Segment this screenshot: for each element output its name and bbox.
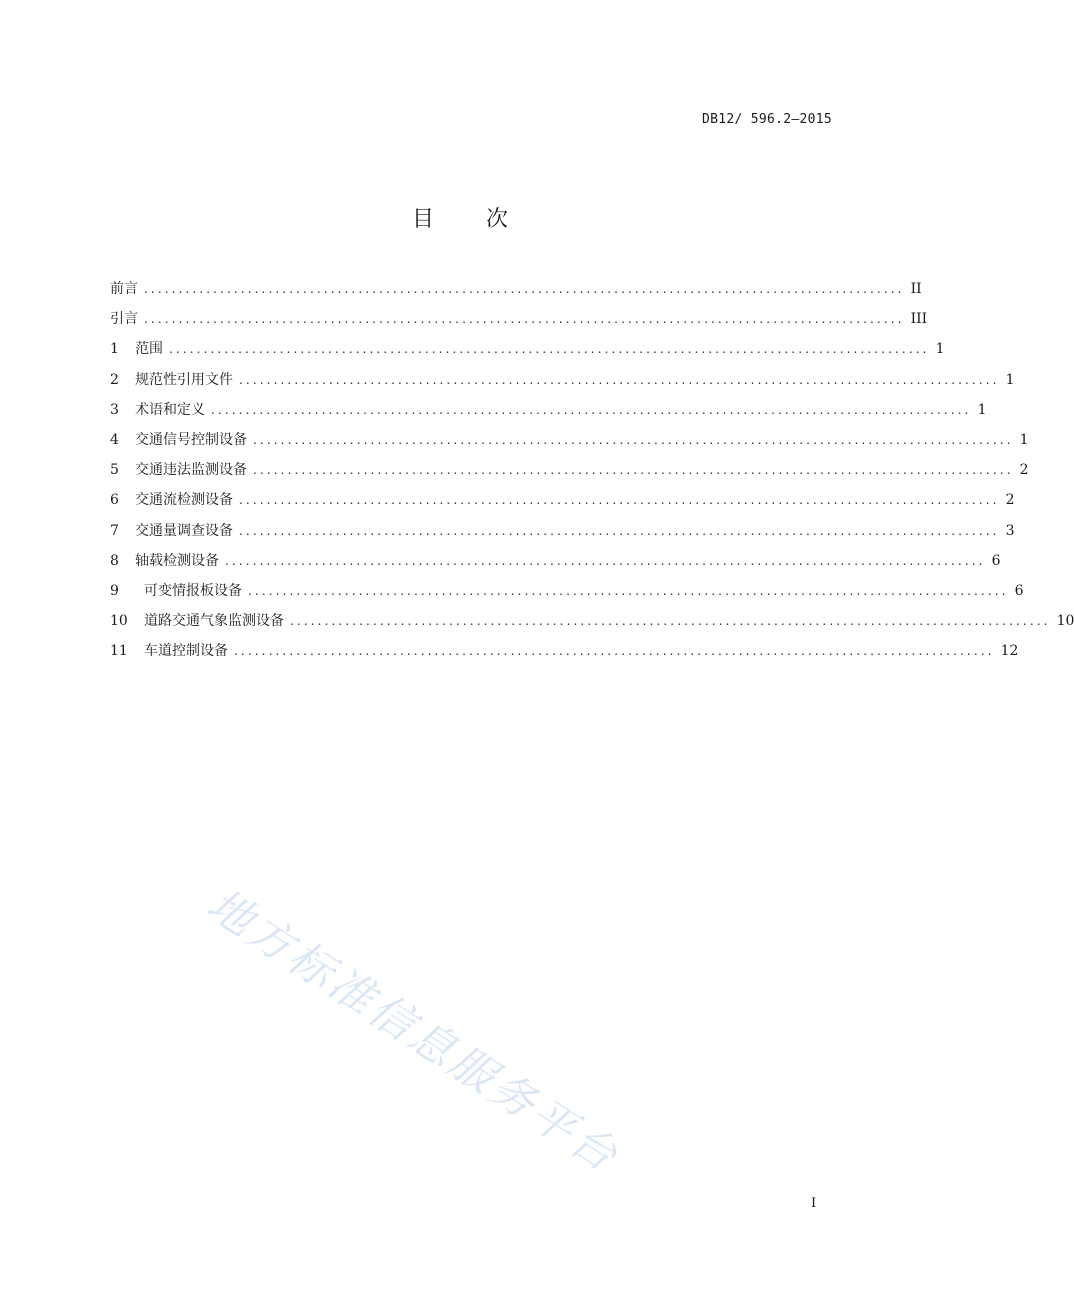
page-title [0,202,920,233]
toc-entry[interactable] [110,308,928,338]
toc-entry[interactable] [110,459,1029,489]
toc-leader-dots: .............................................................................................................. [248,583,1009,598]
page-number: I [811,1196,817,1211]
toc-entry-number: 9 [110,582,119,599]
toc-entry-number: 4 [110,431,119,448]
toc-entry-page: 3 [1005,522,1015,539]
toc-entry-title: 交通信号控制设备 [135,431,247,448]
toc-entry-page: III [910,311,928,328]
toc-entry[interactable] [110,550,1001,580]
watermark-text: 地方标准信息服务平台 [198,879,629,1184]
toc-entry[interactable] [110,429,1029,459]
toc-entry[interactable] [110,278,922,308]
toc-entry-number: 8 [110,552,119,569]
toc-entry-page: 6 [991,552,1001,569]
toc-entry-page: 1 [935,341,945,358]
toc-leader-dots: .............................................................................................................. [169,342,930,357]
page-title-right: 次 [486,207,509,232]
toc-entry-title: 范围 [135,341,163,358]
toc-entry[interactable] [110,489,1015,519]
toc-entry-page: II [910,281,922,297]
toc-entry-title: 引言 [110,311,138,328]
toc-entry-page: 2 [1005,492,1015,509]
toc-entry[interactable] [110,399,987,429]
toc-entry-title: 术语和定义 [135,401,205,418]
toc-leader-dots: .............................................................................................................. [144,282,905,296]
toc-entry-page: 2 [1019,462,1029,479]
toc-entry-title: 交通流检测设备 [135,492,233,509]
toc-leader-dots: .............................................................................................................. [253,432,1014,447]
toc-entry-number: 7 [110,522,119,539]
toc-entry-title: 道路交通气象监测设备 [144,613,284,630]
toc-leader-dots: .............................................................................................................. [290,614,1051,629]
toc-entry-number: 3 [110,401,119,418]
toc-entry-number: 11 [110,643,128,660]
toc-entry-number: 6 [110,492,119,509]
toc-entry-page: 6 [1014,582,1024,599]
toc-entry-number: 5 [110,462,119,479]
toc-entry[interactable] [110,580,1024,610]
toc-entry-title: 前言 [110,281,138,297]
toc-entry-number: 2 [110,371,119,388]
toc-entry-title: 规范性引用文件 [135,371,233,388]
toc-entry-page: 10 [1056,613,1074,630]
document-code: DB12/ 596.2—2015 [701,112,832,127]
toc-entry-title: 车道控制设备 [144,643,228,660]
toc-leader-dots: .............................................................................................................. [239,493,1000,508]
page-title-left: 目 [411,207,434,232]
toc-leader-dots: .............................................................................................................. [239,372,1000,387]
toc-entry-title: 交通量调查设备 [135,522,233,539]
toc-entry-page: 1 [1019,431,1029,448]
toc-leader-dots: .............................................................................................................. [225,553,986,568]
toc-entry-number: 10 [110,613,128,630]
toc-entry-page: 1 [977,401,987,418]
toc-entry-page: 1 [1005,371,1015,388]
toc-leader-dots: .............................................................................................................. [234,644,995,659]
toc-entry-number: 1 [110,341,119,358]
toc-leader-dots: .............................................................................................................. [144,312,905,327]
table-of-contents [110,278,1074,670]
toc-leader-dots: .............................................................................................................. [211,402,972,417]
toc-entry[interactable] [110,520,1015,550]
toc-entry[interactable] [110,369,1015,399]
toc-leader-dots: .............................................................................................................. [239,523,1000,538]
toc-entry-title: 可变情报板设备 [144,582,242,599]
toc-entry-page: 12 [1000,643,1019,660]
toc-entry[interactable] [110,338,945,368]
toc-entry-title: 轴载检测设备 [135,552,219,569]
toc-entry[interactable] [110,610,1074,640]
toc-leader-dots: .............................................................................................................. [253,463,1014,478]
toc-entry[interactable] [110,640,1019,670]
toc-entry-title: 交通违法监测设备 [135,462,247,479]
